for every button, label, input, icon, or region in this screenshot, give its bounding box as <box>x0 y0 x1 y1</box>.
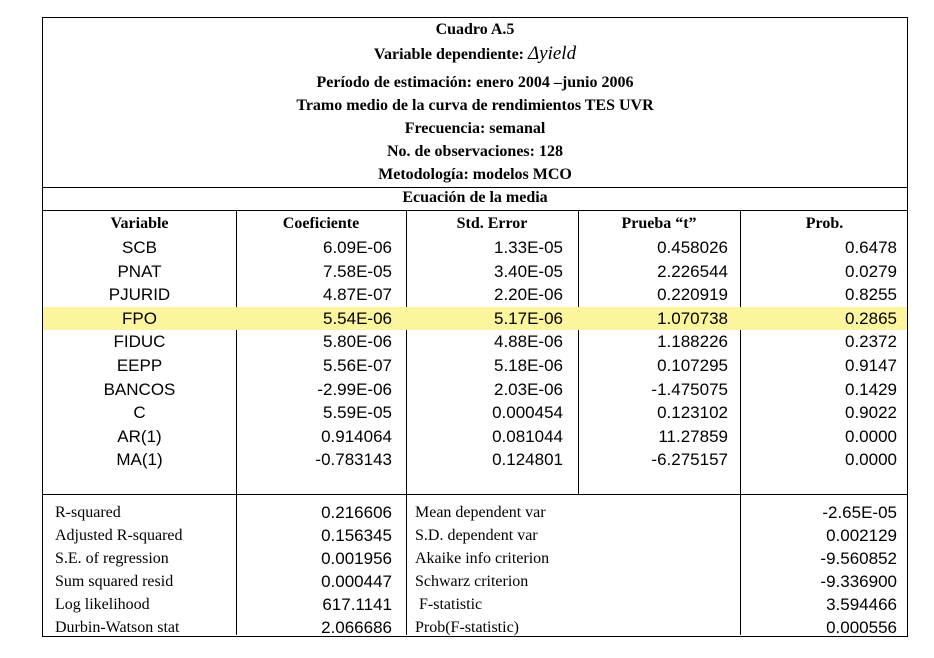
prob-cell: 0.0000 <box>845 450 897 470</box>
stat-label: Adjusted R-squared <box>55 527 183 544</box>
coefficient-cell: 0.914064 <box>321 426 392 446</box>
stats-row <box>43 593 907 616</box>
divider <box>43 210 907 211</box>
coefficient-cell: 5.54E-06 <box>323 308 392 328</box>
std-error-cell: 3.40E-05 <box>494 261 563 281</box>
estimation-period: Período de estimación: enero 2004 –junio 2006 <box>316 74 634 91</box>
std-error-cell: 0.124801 <box>492 450 563 470</box>
prob-cell: 0.1429 <box>845 379 897 399</box>
stat-value: 0.000556 <box>826 618 897 637</box>
std-error-cell: 2.20E-06 <box>494 285 563 305</box>
variable-cell: BANCOS <box>103 379 176 399</box>
prob-cell: 0.9147 <box>845 356 897 375</box>
stat-value: 0.001956 <box>321 549 392 568</box>
column-header-prob: Prob. <box>805 215 844 232</box>
variable-cell: FIDUC <box>113 332 166 352</box>
table-row <box>43 260 907 283</box>
t-stat-cell: -1.475075 <box>651 379 728 399</box>
std-error-cell: 1.33E-05 <box>494 238 563 257</box>
stat-label: F-statistic <box>415 596 483 613</box>
coefficient-cell: -0.783143 <box>315 450 392 470</box>
stats-row <box>43 524 907 547</box>
std-error-cell: 0.081044 <box>492 426 563 446</box>
prob-cell: 0.0279 <box>845 261 897 281</box>
frequency: Frecuencia: semanal <box>404 120 546 137</box>
divider <box>43 187 907 188</box>
stat-value: -2.65E-05 <box>822 503 897 522</box>
coefficient-cell: 7.58E-05 <box>323 261 392 281</box>
coefficient-cell: 4.87E-07 <box>323 285 392 305</box>
coefficient-cell: 5.80E-06 <box>323 332 392 352</box>
t-stat-cell: 2.226544 <box>657 261 728 281</box>
std-error-cell: 4.88E-06 <box>494 332 563 352</box>
t-stat-cell: 0.107295 <box>657 356 728 375</box>
std-error-cell: 2.03E-06 <box>494 379 563 399</box>
stat-value: 2.066686 <box>321 618 392 637</box>
prob-cell: 0.0000 <box>845 426 897 446</box>
t-stat-cell: 0.123102 <box>657 403 728 423</box>
t-stat-cell: 1.188226 <box>657 332 728 352</box>
divider <box>43 494 907 495</box>
coefficient-cell: 5.56E-07 <box>323 356 392 375</box>
variable-cell: PJURID <box>108 285 171 305</box>
regression-table <box>42 17 908 637</box>
stat-value: 0.216606 <box>321 503 392 522</box>
dependent-variable-line <box>43 41 907 68</box>
methodology: Metodología: modelos MCO <box>378 166 572 183</box>
coefficient-cell: 5.59E-05 <box>323 403 392 423</box>
stat-label: Log likelihood <box>55 596 150 613</box>
prob-cell: 0.6478 <box>845 238 897 257</box>
stat-value: 3.594466 <box>826 595 897 614</box>
stat-label: Prob(F-statistic) <box>415 619 519 636</box>
stat-value: -9.560852 <box>820 549 897 568</box>
t-stat-cell: 0.458026 <box>657 238 728 257</box>
column-header-coefficient: Coeficiente <box>282 215 360 232</box>
prob-cell: 0.2372 <box>845 332 897 352</box>
variable-cell: C <box>133 403 146 423</box>
table-row <box>43 401 907 424</box>
t-stat-cell: 11.27859 <box>658 426 728 446</box>
stats-row <box>43 616 907 639</box>
std-error-cell: 5.17E-06 <box>494 308 563 328</box>
t-stat-cell: 1.070738 <box>657 308 728 328</box>
table-row <box>43 378 907 401</box>
stats-row <box>43 570 907 593</box>
variable-cell: FPO <box>122 308 157 328</box>
table-row <box>43 307 907 330</box>
variable-cell: AR(1) <box>117 426 162 446</box>
curve-segment: Tramo medio de la curva de rendimientos TES UVR <box>296 97 654 114</box>
stat-label: Schwarz criterion <box>415 573 529 590</box>
coefficient-cell: -2.99E-06 <box>317 379 392 399</box>
stat-label: Durbin-Watson stat <box>55 619 180 636</box>
prob-cell: 0.8255 <box>845 285 897 305</box>
dependent-variable-value: Δyield <box>528 43 577 64</box>
prob-cell: 0.9022 <box>845 403 897 423</box>
coefficient-cell: 6.09E-06 <box>323 238 392 257</box>
variable-cell: PNAT <box>117 261 162 281</box>
stat-label: S.E. of regression <box>55 550 169 567</box>
stat-value: -9.336900 <box>820 572 897 591</box>
std-error-cell: 5.18E-06 <box>494 356 563 375</box>
prob-cell: 0.2865 <box>845 308 897 328</box>
stat-value: 617.1141 <box>322 595 392 614</box>
table-row <box>43 448 907 471</box>
stat-label: S.D. dependent var <box>415 527 538 544</box>
stat-label: R-squared <box>55 504 121 521</box>
stat-value: 0.000447 <box>321 572 392 591</box>
std-error-cell: 0.000454 <box>492 403 563 423</box>
observations: No. de observaciones: 128 <box>387 143 563 160</box>
stat-label: Sum squared resid <box>55 573 174 590</box>
t-stat-cell: 0.220919 <box>657 285 728 305</box>
column-header-t-stat: Prueba “t” <box>621 215 697 232</box>
variable-cell: SCB <box>122 238 157 257</box>
stat-label: Mean dependent var <box>415 504 546 521</box>
t-stat-cell: -6.275157 <box>651 450 728 470</box>
column-header-std-error: Std. Error <box>456 215 528 232</box>
stat-label: Akaike info criterion <box>415 550 550 567</box>
stat-value: 0.002129 <box>826 526 897 545</box>
stats-row <box>43 547 907 570</box>
section-title: Ecuación de la media <box>402 189 548 206</box>
table-row <box>43 425 907 448</box>
variable-cell: EEPP <box>116 356 163 375</box>
column-header-variable: Variable <box>110 215 169 232</box>
stats-row <box>43 501 907 524</box>
table-row <box>43 236 907 259</box>
table-row <box>43 354 907 377</box>
table-row <box>43 283 907 306</box>
table-row <box>43 330 907 353</box>
stat-value: 0.156345 <box>321 526 392 545</box>
variable-cell: MA(1) <box>116 450 163 470</box>
table-title: Cuadro A.5 <box>435 21 515 38</box>
dependent-variable-label: Variable dependiente: <box>373 46 524 63</box>
